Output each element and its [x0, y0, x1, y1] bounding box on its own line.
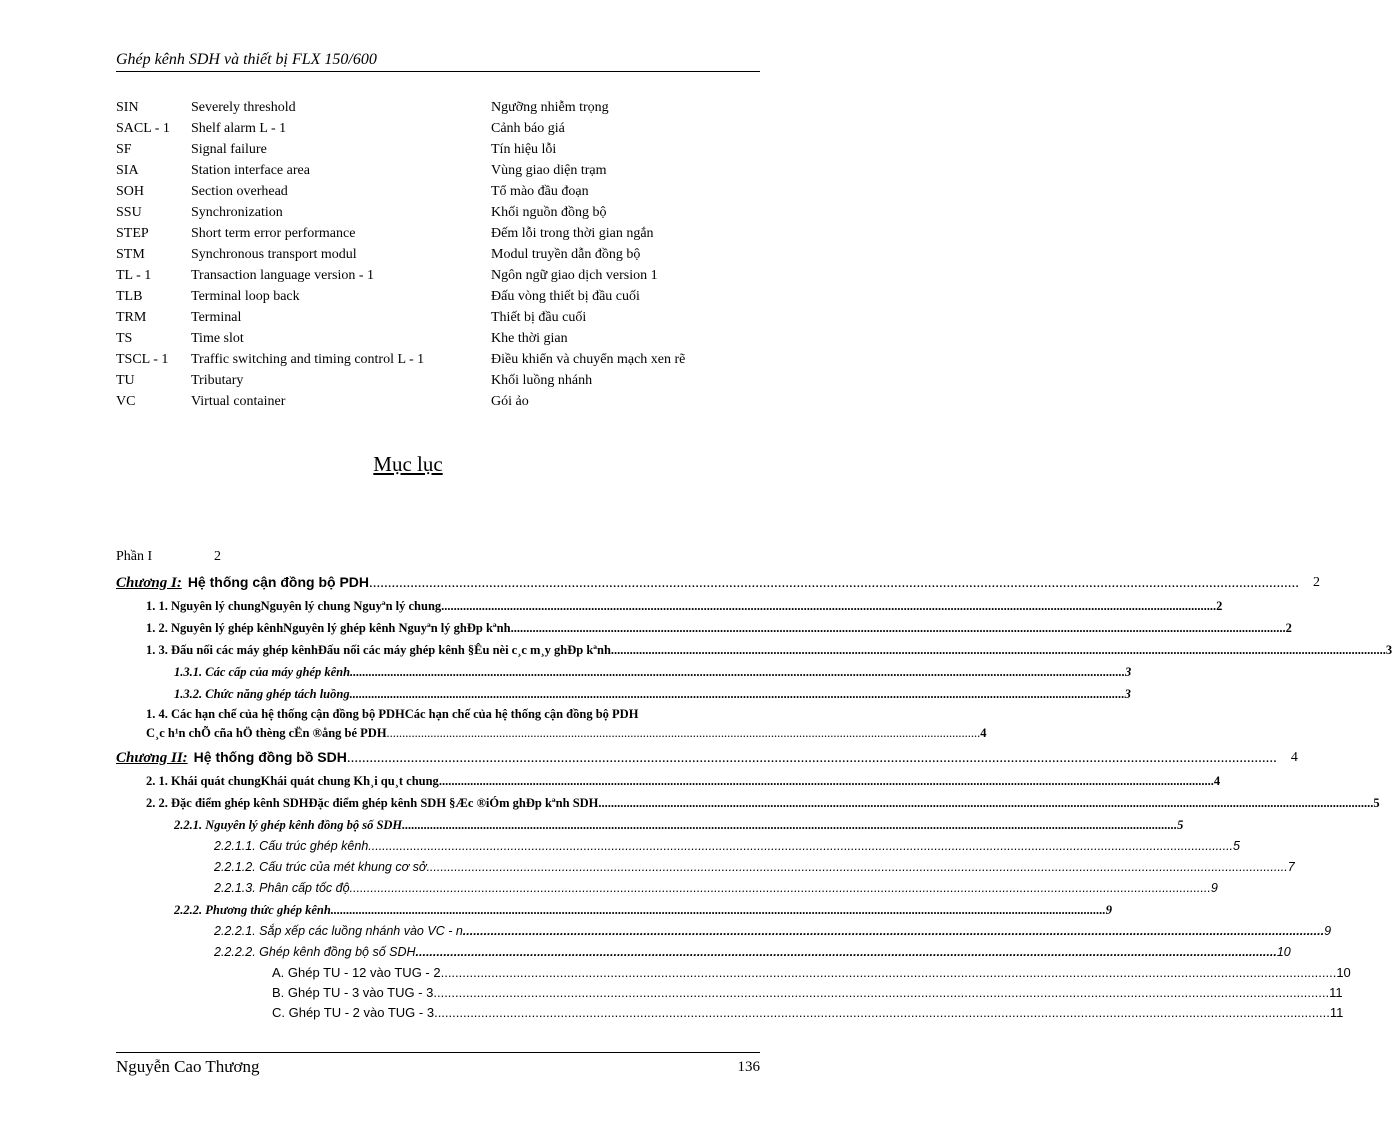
abbreviation-row	[116, 244, 760, 265]
toc-entry-2-2-1-3[interactable]: 2.2.1.3. Phân cấp tốc độ ..... 9	[116, 878, 740, 899]
toc-entry-2-2-1-1[interactable]: 2.2.1.1. Cấu trúc ghép kênh. ..... 5	[116, 836, 740, 857]
toc-entry-a[interactable]: A. Ghép TU - 12 vào TUG - 2 ..... 10	[116, 963, 740, 983]
abbreviation-row	[116, 391, 760, 412]
toc-page-number: 3	[1385, 643, 1392, 657]
toc-page-number: 5	[1233, 839, 1240, 853]
toc-entry-1-3[interactable]: 1. 3. Đấu nối các máy ghép kênhĐấu nối các máy ghép kênh §Êu nèi c¸c m¸y ghÐp kªnh ..... 3	[116, 639, 740, 661]
chapter-title: Hệ thống đồng bồ SDH	[193, 749, 347, 765]
toc-entry-1-4[interactable]: 1. 4. Các hạn chế của hệ thống cận đồng bộ PDHCác hạn chế của hệ thống cận đồng bộ PDH C¸c h¹n chÕ cña hÖ thèng cËn ®ång bé PDH .............................................................................................................................................................................................. 4	[116, 705, 740, 743]
toc-page-number: 11	[1329, 1005, 1344, 1020]
abbr-code: TL - 1	[116, 268, 152, 283]
abbreviation-row	[116, 265, 760, 286]
abbr-vietnamese: Gói ảo	[491, 394, 529, 409]
abbr-code: SIA	[116, 163, 139, 178]
abbreviation-row	[116, 202, 760, 223]
abbr-code: TRM	[116, 310, 147, 325]
abbr-code: STEP	[116, 226, 149, 241]
abbr-vietnamese: Khối luồng nhánh	[491, 373, 593, 388]
abbr-code: SF	[116, 142, 132, 157]
abbr-english: Time slot	[191, 331, 244, 346]
toc-page-number: 9	[1210, 881, 1218, 895]
toc-part-page: 2	[214, 549, 221, 564]
toc-entry-2-2-1-2[interactable]: 2.2.1.2. Cấu trúc của mét khung cơ sở ..... 7	[116, 857, 740, 878]
toc-page-number: 5	[1373, 796, 1380, 810]
toc-page-number: 3	[1125, 665, 1132, 679]
abbr-english: Transaction language version - 1	[191, 268, 374, 283]
abbr-code: TLB	[116, 289, 143, 304]
toc-page-number: 9	[1105, 903, 1113, 917]
abbreviation-row	[116, 328, 760, 349]
abbr-code: TSCL - 1	[116, 352, 169, 367]
abbr-code: TS	[116, 331, 133, 346]
abbr-vietnamese: Khe thời gian	[491, 331, 568, 346]
abbr-vietnamese: Tổ mào đầu đoạn	[491, 184, 589, 199]
abbr-code: SSU	[116, 205, 142, 220]
abbr-english: Terminal loop back	[191, 289, 300, 304]
toc-part[interactable]	[116, 546, 740, 568]
toc-page-number: 5	[1177, 818, 1184, 832]
abbr-vietnamese: Đếm lỗi trong thời gian ngắn	[491, 226, 654, 241]
abbreviation-row	[116, 286, 760, 307]
author-name: Nguyễn Cao Thương	[116, 1057, 260, 1076]
toc-part-label: Phần I	[116, 549, 153, 564]
abbr-english: Station interface area	[191, 163, 310, 178]
toc-page-number: 10	[1276, 945, 1291, 959]
toc-entry-b[interactable]: B. Ghép TU - 3 vào TUG - 3 ..... 11	[116, 983, 740, 1003]
abbr-english: Traffic switching and timing control L - 1	[191, 352, 425, 367]
abbr-english: Synchronous transport modul	[191, 247, 357, 262]
abbr-vietnamese: Ngưỡng nhiễm trọng	[491, 100, 609, 115]
toc-entry-1-3-1[interactable]: 1.3.1. Các cấp của máy ghép kênh ..... 3	[116, 661, 740, 683]
abbr-vietnamese: Khối nguồn đồng bộ	[491, 205, 607, 220]
toc-chapter-1[interactable]	[116, 571, 1321, 595]
toc-entry-2-2[interactable]: 2. 2. Đặc điểm ghép kênh SDHĐặc điểm ghép kênh SDH §Æc ®iÓm ghÐp kªnh SDH ..... 5	[116, 792, 740, 814]
abbr-code: STM	[116, 247, 145, 262]
abbreviation-row	[116, 181, 760, 202]
abbr-code: TU	[116, 373, 135, 388]
toc-page-number: 4	[1290, 750, 1298, 765]
abbr-english: Section overhead	[191, 184, 288, 199]
toc-entry-2-2-1[interactable]: 2.2.1. Nguyên lý ghép kênh đồng bộ số SDH ..... 5	[116, 814, 740, 836]
abbr-vietnamese: Điều khiển và chuyển mạch xen rẽ	[491, 352, 686, 367]
page-footer	[116, 1052, 760, 1076]
abbr-english: Terminal	[191, 310, 242, 325]
abbreviation-row	[116, 118, 760, 139]
toc-entry-1-1[interactable]: 1. 1. Nguyên lý chungNguyên lý chung Nguyªn lý chung ..... 2	[116, 595, 740, 617]
abbr-code: SOH	[116, 184, 145, 199]
abbr-english: Signal failure	[191, 142, 267, 157]
toc-page-number: 4	[980, 726, 987, 740]
table-of-contents	[116, 546, 1392, 1023]
abbr-english: Shelf alarm L - 1	[191, 121, 287, 136]
running-header: Ghép kênh SDH và thiết bị FLX 150/600	[116, 50, 760, 72]
abbr-code: VC	[116, 394, 136, 409]
abbr-english: Virtual container	[191, 394, 286, 409]
abbreviation-row	[116, 160, 760, 181]
abbreviation-row	[116, 307, 760, 328]
toc-entry-1-2[interactable]: 1. 2. Nguyên lý ghép kênhNguyên lý ghép kênh Nguyªn lý ghÐp kªnh ..... 2	[116, 617, 740, 639]
toc-page-number: 10	[1336, 965, 1351, 980]
abbr-vietnamese: Đấu vòng thiết bị đầu cuối	[491, 289, 640, 304]
abbr-english: Short term error performance	[191, 226, 356, 241]
toc-entry-2-2-2-1[interactable]: 2.2.2.1. Sắp xếp các luồng nhánh vào VC - n ..... 9	[116, 921, 740, 942]
abbreviation-row	[116, 223, 760, 244]
toc-entry-2-1[interactable]: 2. 1. Khái quát chungKhái quát chung Kh¸i qu¸t chung ..... 4	[116, 770, 740, 792]
abbr-vietnamese: Modul truyền dẫn đồng bộ	[491, 247, 641, 262]
toc-page-number: 11	[1329, 985, 1343, 1000]
toc-page-number: 7	[1287, 860, 1295, 874]
chapter-prefix: Chương I:	[116, 575, 182, 591]
abbreviation-row	[116, 370, 760, 391]
abbr-code: SACL - 1	[116, 121, 170, 136]
abbr-english: Synchronization	[191, 205, 283, 220]
abbreviation-row	[116, 139, 760, 160]
abbr-vietnamese: Cảnh báo giá	[491, 121, 565, 136]
toc-entry-2-2-2[interactable]: 2.2.2. Phương thức ghép kênh ..... 9	[116, 899, 740, 921]
abbreviation-list	[116, 97, 760, 412]
toc-page-number: 2	[1313, 575, 1321, 590]
chapter-title: Hệ thống cận đồng bộ PDH	[187, 574, 370, 590]
abbr-code: SIN	[116, 100, 139, 115]
abbr-vietnamese: Thiết bị đầu cuối	[491, 310, 587, 325]
abbreviation-row	[116, 97, 760, 118]
abbreviation-row	[116, 349, 760, 370]
toc-entry-2-2-2-2[interactable]: 2.2.2.2. Ghép kênh đồng bộ số SDH ..... 10	[116, 942, 740, 963]
toc-entry-c[interactable]: C. Ghép TU - 2 vào TUG - 3 ..... 11	[116, 1003, 740, 1023]
abbr-english: Severely threshold	[191, 100, 296, 115]
toc-page-number: 2	[1216, 599, 1223, 613]
toc-page-number: 4	[1213, 774, 1221, 788]
abbr-vietnamese: Ngôn ngữ giao dịch version 1	[491, 268, 658, 283]
chapter-prefix: Chương II:	[116, 750, 188, 766]
page-number: 136	[737, 1059, 760, 1075]
toc-page-number: 3	[1124, 687, 1131, 701]
toc-page-number: 9	[1324, 924, 1332, 938]
toc-chapter-2[interactable]	[116, 746, 1298, 770]
toc-entry-1-3-2[interactable]: 1.3.2. Chức năng ghép tách luồng ..... 3	[116, 683, 740, 705]
toc-page-number: 2	[1285, 621, 1292, 635]
abbr-vietnamese: Tín hiệu lỗi	[491, 142, 557, 157]
toc-title: Mục lục	[373, 452, 443, 476]
abbr-vietnamese: Vùng giao diện trạm	[491, 163, 607, 178]
abbr-english: Tributary	[191, 373, 244, 388]
